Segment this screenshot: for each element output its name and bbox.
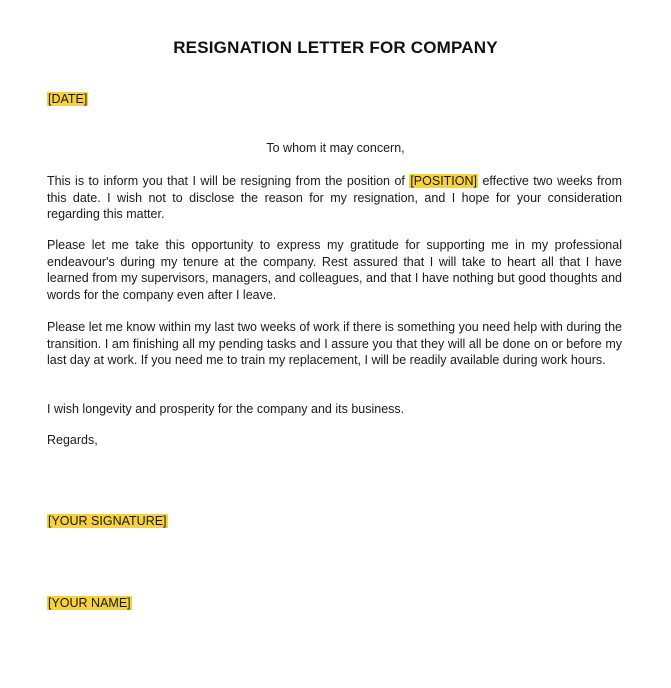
paragraph-intro xyxy=(47,173,622,223)
date-placeholder-line xyxy=(47,92,88,106)
paragraph-intro-end: effective two weeks from this date. I wish not to disclose the reason for my resignation, and I hope for your consideration regarding this matter. xyxy=(47,174,622,221)
closing: Regards, xyxy=(47,433,98,447)
name-placeholder: [YOUR NAME] xyxy=(48,596,131,610)
salutation: To whom it may concern, xyxy=(266,141,405,155)
signature-line xyxy=(47,514,168,528)
letter-title: RESIGNATION LETTER FOR COMPANY xyxy=(173,38,498,57)
name-line xyxy=(47,596,132,610)
signature-placeholder: [YOUR SIGNATURE] xyxy=(48,514,167,528)
paragraph-gratitude: Please let me take this opportunity to express my gratitude for supporting me in my professional endeavour's during my tenure at the company. Rest assured that I will take to heart all that I have learned from my supervisors, managers, and colleagues, and that I have nothing but good thoughts and words for the company even after I leave. xyxy=(47,238,622,302)
paragraph-transition: Please let me know within my last two weeks of work if there is something you need help with during the transition. I am finishing all my pending tasks and I assure you that they will all be done on or before my last day at work. If you need me to train my replacement, I will be readily available during work hours. xyxy=(47,320,622,367)
paragraph-intro-start: This is to inform you that I will be resigning from the position of xyxy=(47,174,410,188)
date-placeholder: [DATE] xyxy=(48,92,88,106)
position-placeholder: [POSITION] xyxy=(410,174,478,188)
paragraph-wishes: I wish longevity and prosperity for the company and its business. xyxy=(47,402,405,416)
